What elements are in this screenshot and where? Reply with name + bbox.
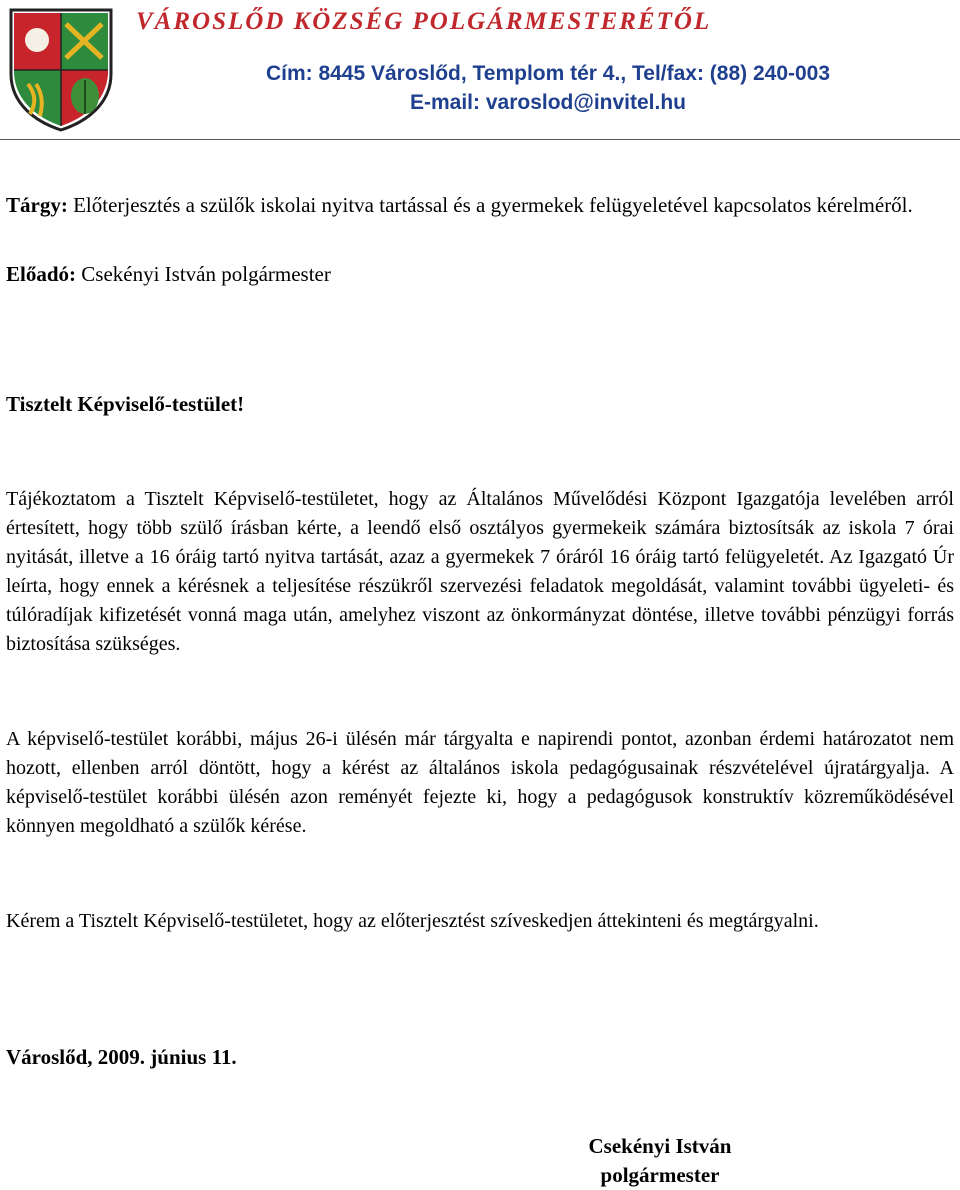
body-paragraph-3: Kérem a Tisztelt Képviselő-testületet, hogy az előterjesztést szíveskedjen áttekinteni és megtárgyalni. (6, 910, 819, 932)
letterhead-email: E-mail: varoslod@invitel.hu (409, 91, 687, 114)
letterhead-address: Cím: 8445 Városlőd, Templom tér 4., Tel/fax: (88) 240-003 (265, 62, 831, 85)
subject-label: Tárgy: (6, 193, 68, 217)
salutation: Tisztelt Képviselő-testület! (6, 392, 245, 416)
signatory-title: polgármester (600, 1163, 720, 1187)
body-paragraph-1: Tájékoztatom a Tisztelt Képviselő-testületet, hogy az Általános Művelődési Központ Igazgatója levelében arról értesített, hogy több szülő írásban kérte, a leendő első osztályos gyermekeik számára biztosítsák az iskola 7 órai nyitását, illetve a 16 óráig tartó nyitva tartását, azaz a gyermekek 7 óráról 16 óráig tartó felügyeletét. Az Igazgató Úr leírta, hogy ennek a kérésnek a teljesítése részükről szervezési feladatok megoldását, valamint további ügyeleti- és túlóradíjak kifizetését vonná maga után, amelyhez viszont az önkormányzat döntése, illetve további pénzügyi forrás biztosítása szükséges. (6, 488, 954, 655)
subject-text: Előterjesztés a szülők iskolai nyitva tartással és a gyermekek felügyeletével kapcsolatos kérelméről. (73, 193, 913, 217)
presenter-text: Csekényi István polgármester (81, 262, 331, 286)
subject-line (6, 191, 954, 220)
signatory-name: Csekényi István (588, 1134, 732, 1158)
letterhead-title: VÁROSLŐD KÖZSÉG POLGÁRMESTERÉTŐL (136, 8, 712, 35)
body-paragraph-2: A képviselő-testület korábbi, május 26-i ülésén már tárgyalta e napirendi pontot, azonban érdemi határozatot nem hozott, ellenben arról döntött, hogy a kérést az általános iskola pedagógusainak részvételével újratárgyalja. A képviselő-testület korábbi ülésén azon reményét fejezte ki, hogy a pedagógusok konstruktív közreműködésével könnyen megoldható a szülők kérése. (6, 728, 954, 837)
presenter-label: Előadó: (6, 262, 77, 286)
presenter-line (6, 262, 331, 287)
place-and-date: Városlőd, 2009. június 11. (6, 1045, 237, 1069)
coat-of-arms-icon (6, 4, 116, 132)
header-divider (0, 139, 960, 140)
signature-block (560, 1132, 760, 1190)
